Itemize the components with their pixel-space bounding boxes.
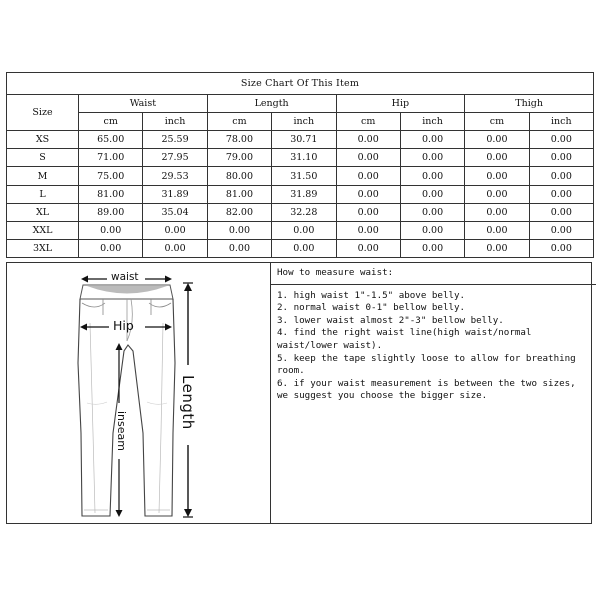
instructions-list [277,290,589,403]
measurement-cell: 0.00 [400,149,464,167]
measurement-cell: 0.00 [272,221,336,239]
instruction-item: 1. high waist 1"-1.5" above belly. [277,289,466,301]
table-row [7,221,594,239]
measurement-cell: 0.00 [400,203,464,221]
measurement-cell: 31.50 [272,167,336,185]
measurement-cell: 0.00 [529,149,593,167]
measurement-cell: 0.00 [400,131,464,149]
measurement-cell: 81.00 [79,185,143,203]
measurement-cell: 31.89 [272,185,336,203]
measurement-cell: 0.00 [143,221,207,239]
unit-header: inch [272,113,336,131]
measurement-cell: 0.00 [465,149,529,167]
measurement-cell: 0.00 [400,239,464,257]
instructions-heading: How to measure waist: [270,267,596,285]
measurement-cell: 0.00 [465,239,529,257]
measurement-cell: 31.10 [272,149,336,167]
measurement-cell: 0.00 [465,167,529,185]
measurement-cell: 0.00 [465,221,529,239]
size-column-header: Size [7,95,79,131]
table-row [7,131,594,149]
instruction-item: 3. lower waist almost 2"-3" bellow belly. [277,314,504,326]
measurement-cell: 0.00 [336,185,400,203]
measurement-cell: 75.00 [79,167,143,185]
jeans-measurement-diagram [7,263,270,523]
unit-header: cm [79,113,143,131]
table-row [7,149,594,167]
measurement-cell: 27.95 [143,149,207,167]
measurement-cell: 35.04 [143,203,207,221]
measurement-cell: 0.00 [336,167,400,185]
unit-header: cm [207,113,271,131]
length-label: Length [179,375,197,430]
size-cell: XL [7,203,79,221]
hip-label: Hip [113,318,134,333]
hip-group-header: Hip [336,95,465,113]
unit-header: inch [143,113,207,131]
measurement-cell: 0.00 [529,185,593,203]
inseam-label: inseam [115,411,128,451]
measurement-cell: 0.00 [465,185,529,203]
measurement-cell: 0.00 [400,167,464,185]
measurement-cell: 0.00 [207,221,271,239]
measurement-cell: 82.00 [207,203,271,221]
measurement-cell: 29.53 [143,167,207,185]
size-cell: 3XL [7,239,79,257]
instruction-item: 6. if your waist measurement is between the two sizes, we suggest you choose the bigger size. [277,377,576,402]
measurement-cell: 65.00 [79,131,143,149]
measurement-cell: 0.00 [272,239,336,257]
unit-header: cm [465,113,529,131]
jeans-outline-icon [7,263,270,523]
unit-header: inch [400,113,464,131]
unit-header: inch [529,113,593,131]
instruction-item: 2. normal waist 0-1" bellow belly. [277,302,466,314]
measurement-cell: 0.00 [400,221,464,239]
size-cell: L [7,185,79,203]
table-title: Size Chart Of This Item [7,73,594,95]
measurement-cell: 0.00 [400,185,464,203]
measurement-cell: 0.00 [79,239,143,257]
measurement-cell: 0.00 [529,221,593,239]
size-cell: M [7,167,79,185]
measurement-cell: 71.00 [79,149,143,167]
measurement-cell: 0.00 [465,203,529,221]
instruction-item: 4. find the right waist line(high waist/normal waist/lower waist). [277,327,532,351]
measuring-instructions [277,267,589,403]
table-row [7,167,594,185]
length-group-header: Length [207,95,336,113]
measurement-cell: 25.59 [143,131,207,149]
measurement-cell: 0.00 [529,167,593,185]
thigh-group-header: Thigh [465,95,594,113]
size-cell: XS [7,131,79,149]
waist-group-header: Waist [79,95,208,113]
measurement-cell: 0.00 [529,131,593,149]
measurement-cell: 0.00 [465,131,529,149]
measurement-cell: 31.89 [143,185,207,203]
measurement-cell: 30.71 [272,131,336,149]
measurement-cell: 79.00 [207,149,271,167]
measurement-cell: 0.00 [529,203,593,221]
measurement-cell: 80.00 [207,167,271,185]
table-row [7,185,594,203]
size-chart-table [6,72,594,258]
table-row [7,239,594,257]
table-row [7,203,594,221]
measurement-cell: 0.00 [79,221,143,239]
measurement-cell: 0.00 [529,239,593,257]
measurement-cell: 78.00 [207,131,271,149]
measurement-cell: 0.00 [336,221,400,239]
size-cell: S [7,149,79,167]
measurement-cell: 0.00 [143,239,207,257]
measurement-cell: 0.00 [336,203,400,221]
measurement-cell: 81.00 [207,185,271,203]
measurement-cell: 32.28 [272,203,336,221]
waist-label: waist [111,271,139,283]
measurement-cell: 89.00 [79,203,143,221]
panel-divider [270,263,271,523]
measurement-guide-panel [6,262,592,524]
size-cell: XXL [7,221,79,239]
measurement-cell: 0.00 [336,149,400,167]
unit-header: cm [336,113,400,131]
measurement-cell: 0.00 [336,239,400,257]
measurement-cell: 0.00 [336,131,400,149]
instruction-item: 5. keep the tape slightly loose to allow for breathing room. [277,352,576,377]
measurement-cell: 0.00 [207,239,271,257]
